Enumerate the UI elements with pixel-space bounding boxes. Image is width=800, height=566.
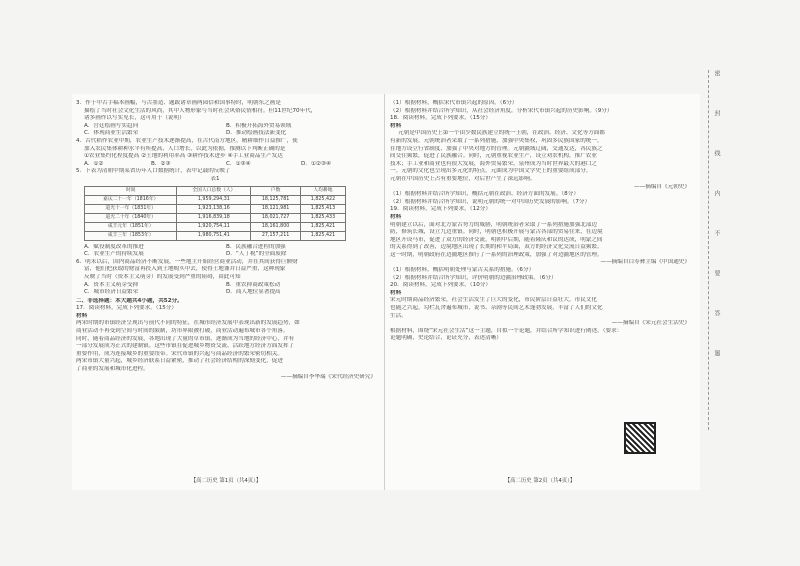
- table-cell: 嘉庆二十一年（1816年）: [85, 195, 177, 204]
- sub-question: （1）根据材料，概括明朝处理与蒙古关系的措施。（6分）: [390, 267, 535, 274]
- question-4-line: ①农业集约化程度提高 ②土地的利用率高 ③耕作技术进步 ④手工业商品生产发达: [84, 153, 283, 160]
- table-cell: 1,980,751,41: [177, 231, 251, 240]
- material-line: 同时，随着商品经济的发展，各地出现了大量的草市镇，逐渐成为当地的经济中心，并有: [76, 335, 295, 342]
- material-line: 重要作用，成为连接城乡的重要纽带。宋代市镇的兴起与商品经济的繁荣密切相关。: [76, 350, 283, 357]
- option: C．体现商业生活繁荣: [84, 130, 139, 137]
- page-fold: [384, 94, 385, 490]
- table-cell: 咸丰元年（1851年）: [85, 222, 177, 231]
- question-5: 5．下表为清朝中期某省历年人口数据统计，表中记载的反映了: [76, 168, 231, 175]
- page-footer: 【高二历史 第1页（共4页）】: [190, 478, 262, 484]
- section-heading: 二、非选择题：本大题共4小题，共52分。: [76, 297, 183, 304]
- material-line: 元朝在中国历史上占有重要地位，对后世产生了深远影响。: [390, 175, 536, 182]
- sub-question: （2）根据材料并结合所学知识，说明元朝的统一对中国历史发展的影响。（7分）: [390, 198, 591, 205]
- option: A．资本主义萌芽受抑: [84, 281, 139, 288]
- margin-char: 题: [713, 350, 720, 356]
- material-line: 两宋时期的市镇经济呈现出与前代不同的特征，在城市经济发展中表现出新的发展趋势，如: [76, 320, 300, 327]
- option: A．赋役制度改革的推进: [84, 243, 144, 250]
- material-label: 材料: [76, 312, 88, 319]
- margin-char: 答: [713, 310, 720, 316]
- margin-char: 线: [713, 150, 720, 156]
- table-title: 表1: [210, 175, 220, 182]
- question-6-line: 富，他们把获取的财富再投入到土地购买中去，使得土地兼并日益严重，这种现象: [84, 266, 286, 273]
- question-6-line: 反映了当时（资本主义萌芽）的发展受到严重的阻碍，由此可知: [84, 273, 241, 280]
- material-line: 技术；手工业和商业也有很大发展，海外贸易繁荣，泉州成为当时世界最大的港口之: [390, 160, 597, 167]
- sub-question: （2）根据材料并结合所学知识，评价明朝的边疆治理政策。（6分）: [390, 274, 557, 281]
- material-line: 两宋市镇大量兴起，城乡经济联系日益紧密，推动了社会经济结构的深刻变化，促进: [76, 358, 283, 365]
- question-19: 19．阅读材料，完成下列要求。（12分）: [390, 206, 491, 213]
- table-cell: 1,825,422: [300, 195, 345, 204]
- margin-char: 密: [713, 70, 720, 76]
- material-line: 一部分发展成为正式的建制镇。这些市镇在促进城乡物资交流、活跃地方经济方面发挥了: [76, 343, 295, 350]
- option: D．商人地位显著提高: [226, 289, 281, 296]
- option: D．推动绘画技法新变化: [226, 130, 287, 137]
- question-20: 20．阅读材料，完成下列要求。（10分）: [390, 282, 491, 289]
- margin-char: 要: [713, 270, 720, 276]
- material-source: ——摘编自《宋元社会生活史》: [611, 320, 690, 327]
- table-cell: 1,825,421: [300, 222, 345, 231]
- qr-code-icon: [624, 422, 656, 454]
- table-cell: 18,021,727: [251, 213, 301, 222]
- question-17: 17．阅读材料，完成下列要求。（15分）: [76, 305, 177, 312]
- option: C．①③④: [226, 160, 251, 167]
- material-source: ——摘编自李华瑞《宋代经济史研究》: [280, 373, 376, 380]
- material-line: 一。元朝的文化也呈现出多元化的特点，元曲成为中国文学史上的重要组成部分。: [390, 168, 592, 175]
- material-line: 了商业的发展和城市化进程。: [76, 366, 149, 373]
- table-cell: 咸丰三年（1853年）: [85, 231, 177, 240]
- material-line: 间交往频繁，促进了民族融合。同时，元朝重视农业生产，设立劝农机构，推广农业: [390, 153, 597, 160]
- option: B．②③: [151, 160, 171, 167]
- option: C．城市经济日益繁荣: [84, 289, 139, 296]
- question-3: 3．作于中古手稿本画幅，与古墨造、题跋诸章画两园信和国事特时，明朝东之画是: [76, 100, 281, 106]
- question-18: 18．阅读材料，完成下列要求。（15分）: [390, 115, 491, 122]
- table-cell: 1,920,754,11: [177, 222, 251, 231]
- question-5-options: [76, 244, 376, 259]
- table-header: 人均耕地: [300, 186, 345, 195]
- option: D．“人丁税”的全面废除: [226, 251, 287, 258]
- material-line: 地区开设马市，促进了双方的经济交流。明朝中后期，随着隆庆和议的达成，明蒙之间: [390, 236, 603, 243]
- question-3-line: 描绘了当时社会文化生活的风尚，其中人物形象与当时社会风俗民情相符。但11世纪70年代，: [84, 107, 317, 114]
- material-label: 材料: [390, 289, 402, 296]
- material-source: ——摘编自《元朝史》: [634, 183, 690, 190]
- margin-char: 内: [713, 190, 720, 196]
- task-line: 根据材料，围绕“宋元社会生活”这一主题，自拟一个论题，并结合所学知识进行阐述。（要求：: [390, 327, 623, 334]
- question-6-options: [76, 282, 376, 297]
- material-line: 宋元时期商品经济繁荣，社会生活发生了巨大的变化，市民阶层日益壮大，市民文化: [390, 297, 597, 304]
- option: D．①②③④: [301, 160, 331, 167]
- table-header: 时间: [85, 186, 177, 195]
- material-line: 这一时期，明朝政府在边疆地区推行了一系列的治理政策，加强了对边疆地区的管理。: [390, 251, 603, 258]
- table-header-row: [85, 186, 346, 195]
- material-line: 商业活动不再受到空间与时间的限制，坊市界限被打破，商业活动遍布城市各个角落。: [76, 328, 289, 335]
- material-label: 材料: [390, 213, 402, 220]
- material-line: 生活。: [390, 312, 407, 319]
- task-line: 论题明确，史论结合，论证充分，表述清晰）: [390, 335, 502, 342]
- table-cell: 18,125,781: [251, 195, 301, 204]
- material-line: 在地方设立行省制度，加强了中央对地方的管理。元朝疆域辽阔，交通发达，各民族之: [390, 145, 603, 152]
- exam-sheet: [72, 94, 700, 490]
- question-4: 4．古代稻作农业中期，农业生产技术逐渐提高，在古代南方地区，精耕细作日益推广，使: [76, 137, 298, 144]
- table-header: 全国人口总数（人）: [177, 186, 251, 195]
- population-table: [84, 186, 346, 241]
- table-cell: 1,825,433: [300, 213, 345, 222]
- question-4-line: 加入农民集体耕种水平有所提高，人口增长，以此为依据，推测以下判断正确的是: [84, 145, 286, 152]
- material-line: 元朝是中国历史上第一个由少数民族建立的统一王朝，在政治、经济、文化等方面都: [398, 130, 605, 137]
- table-cell: 18,121,981: [251, 204, 301, 213]
- margin-char: 不: [713, 230, 720, 236]
- table-row: [85, 213, 346, 222]
- material-line: 防，修筑长城，设立九边重镇。同时，明朝也积极开展与蒙古各部的贸易往来，在边境: [390, 229, 603, 236]
- question-6: 6．明末以后，国内商品经济不断发展，一些地主开始经营商业活动，并在其间获得巨额财: [76, 258, 298, 265]
- option: B．重农抑商政策松动: [226, 281, 281, 288]
- table-cell: 1,923,138,16: [177, 204, 251, 213]
- table-row: [85, 204, 346, 213]
- question-3-line: 诸多画作以写实见长，这可用于（说明）: [84, 115, 185, 122]
- question-4-options: [76, 161, 376, 169]
- table-row: [85, 195, 346, 204]
- table-cell: 18,161,800: [251, 222, 301, 231]
- table-cell: 1,825,421: [300, 231, 345, 240]
- table-cell: 27,157,211: [251, 231, 301, 240]
- margin-char: 封: [713, 110, 720, 116]
- binding-margin: [708, 70, 723, 430]
- material-source: ——摘编自白寿彝主编《中国通史》: [600, 259, 690, 266]
- table-cell: 道光二十年（1840年）: [85, 213, 177, 222]
- material-line: 的关系得到了改善，边境地区出现了长期的和平局面，双方的经济文化交流日益频繁。: [390, 244, 603, 251]
- sub-question: （1）根据材料，概括宋代市镇兴起的原因。（6分）: [390, 100, 518, 106]
- option: B．民族融合进程的加强: [226, 243, 286, 250]
- page-footer: 【高二历史 第2页（共4页）】: [504, 478, 576, 484]
- table-cell: 道光十一年（1831年）: [85, 204, 177, 213]
- left-page: [76, 100, 376, 381]
- sub-question: （1）根据材料并结合所学知识，概括元朝在政治、经济方面的发展。（8分）: [390, 191, 579, 198]
- option: A．①②: [84, 160, 104, 167]
- table-row: [85, 222, 346, 231]
- question-3-options: [76, 123, 376, 138]
- sub-question: （2）根据材料并结合所学知识，从社会经济角度，分析宋代市镇兴起的历史影响。（9分）: [390, 107, 613, 114]
- right-page: [390, 100, 690, 343]
- material-line: 也随之兴起。勾栏瓦舍遍布城市，说书、杂剧等民间艺术蓬勃发展，丰富了人们的文化: [390, 305, 603, 312]
- table-cell: 1,916,839,18: [177, 213, 251, 222]
- option: A．宫廷绘画写实趋向: [84, 122, 139, 129]
- table-row: [85, 231, 346, 240]
- table-cell: 1,825,413: [300, 204, 345, 213]
- option: B．积极开拓海外贸易领域: [226, 122, 292, 129]
- material-line: 明朝建立以后，面对北方蒙古势力的威胁，明朝统治者采取了一系列措施加强北部边: [390, 221, 597, 228]
- option: C．农业生产的持续发展: [84, 251, 144, 258]
- material-label: 材料: [390, 122, 402, 129]
- material-line: 有新的发展。元朝统治者采取了一系列措施，加强中央集权，巩固多民族国家的统一。: [390, 137, 603, 144]
- table-header: 户数: [251, 186, 301, 195]
- table-cell: 1,959,294,31: [177, 195, 251, 204]
